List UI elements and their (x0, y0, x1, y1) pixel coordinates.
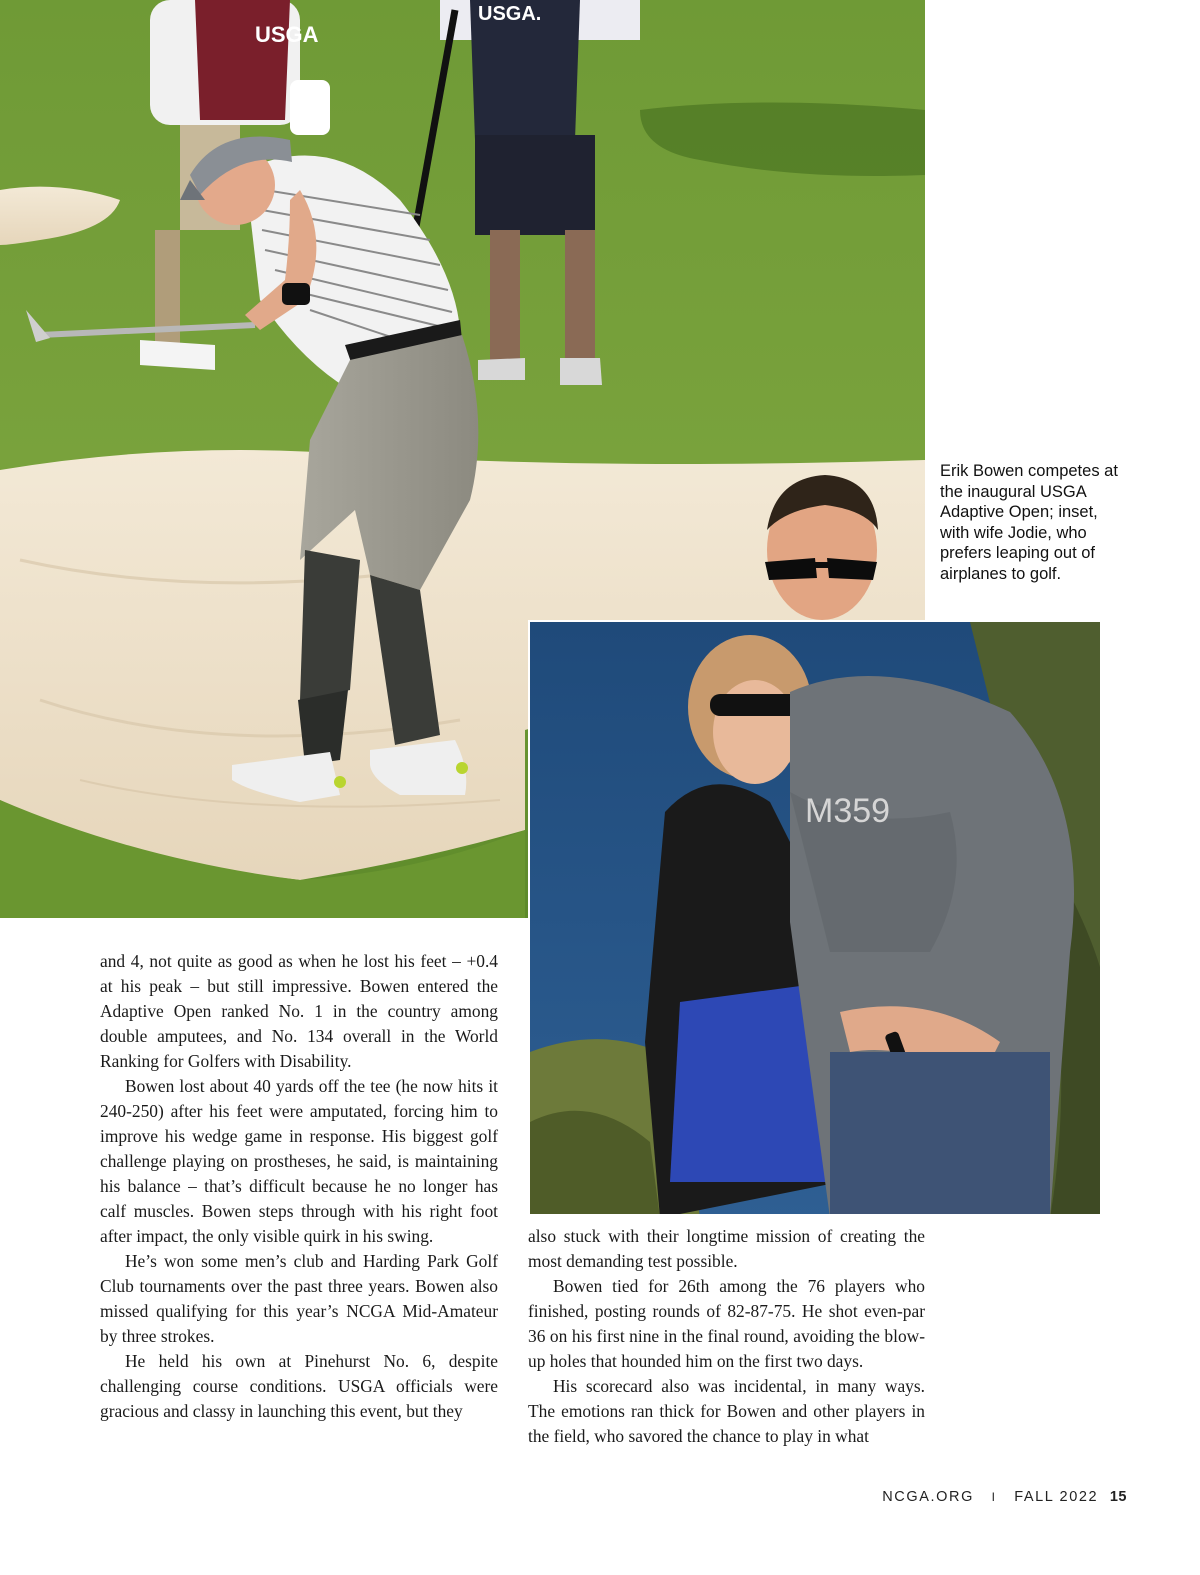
paragraph: He held his own at Pinehurst No. 6, despite challenging course conditions. USGA officials were gracious and classy in launching this event, but they (100, 1351, 498, 1421)
inset-photo (528, 620, 1102, 1216)
photo-caption: Erik Bowen competes at the inaugural USGA Adaptive Open; inset, with wife Jodie, who prefers leaping out of airplanes to golf. (940, 462, 1118, 583)
paragraph: He’s won some men’s club and Harding Park Golf Club tournaments over the past three years. Bowen also missed qualifying for this year’s NCGA Mid-Amateur by three strokes. (100, 1251, 498, 1346)
article-column-left (100, 949, 498, 1424)
paragraph: and 4, not quite as good as when he lost his feet – +0.4 at his peak – but still impressive. Bowen entered the Adaptive Open ranked No. 1 in the country among double amputees, and No. 134 overall in the World Ranking for Golfers with Disability. (100, 951, 498, 1071)
couple-ocean-scene (530, 622, 1102, 1216)
shirt-print: M359 (805, 792, 891, 830)
usga-logo-left: USGA (255, 22, 319, 47)
page-footer (882, 1489, 1127, 1505)
paragraph: also stuck with their longtime mission of creating the most demanding test possible. (528, 1226, 925, 1271)
page-number: 15 (1109, 1489, 1127, 1505)
usga-logo-right: USGA. (478, 3, 542, 25)
paragraph: Bowen lost about 40 yards off the tee (he now hits it 240-250) after his feet were amputated, forcing him to improve his wedge game in response. His biggest golf challenge playing on prostheses, he said, is maintaining his balance – that’s difficult because he no longer has calf muscles. Bowen steps through with his right foot after impact, the only visible quirk in his swing. (100, 1076, 498, 1246)
footer-separator: I (991, 1490, 997, 1504)
man (790, 676, 1074, 1216)
paragraph: Bowen tied for 26th among the 76 players who finished, posting rounds of 82-87-75. He shot even-par 36 on his first nine in the final round, avoiding the blow-up holes that hounded him on the first two days. (528, 1276, 925, 1371)
footer-site: NCGA.ORG (882, 1489, 974, 1505)
footer-issue: FALL 2022 (1014, 1489, 1099, 1505)
article-column-right (528, 1224, 925, 1449)
man-head-overlap (755, 470, 890, 630)
paragraph: His scorecard also was incidental, in many ways. The emotions ran thick for Bowen and other players in the field, who savored the chance to play in what (528, 1376, 925, 1446)
